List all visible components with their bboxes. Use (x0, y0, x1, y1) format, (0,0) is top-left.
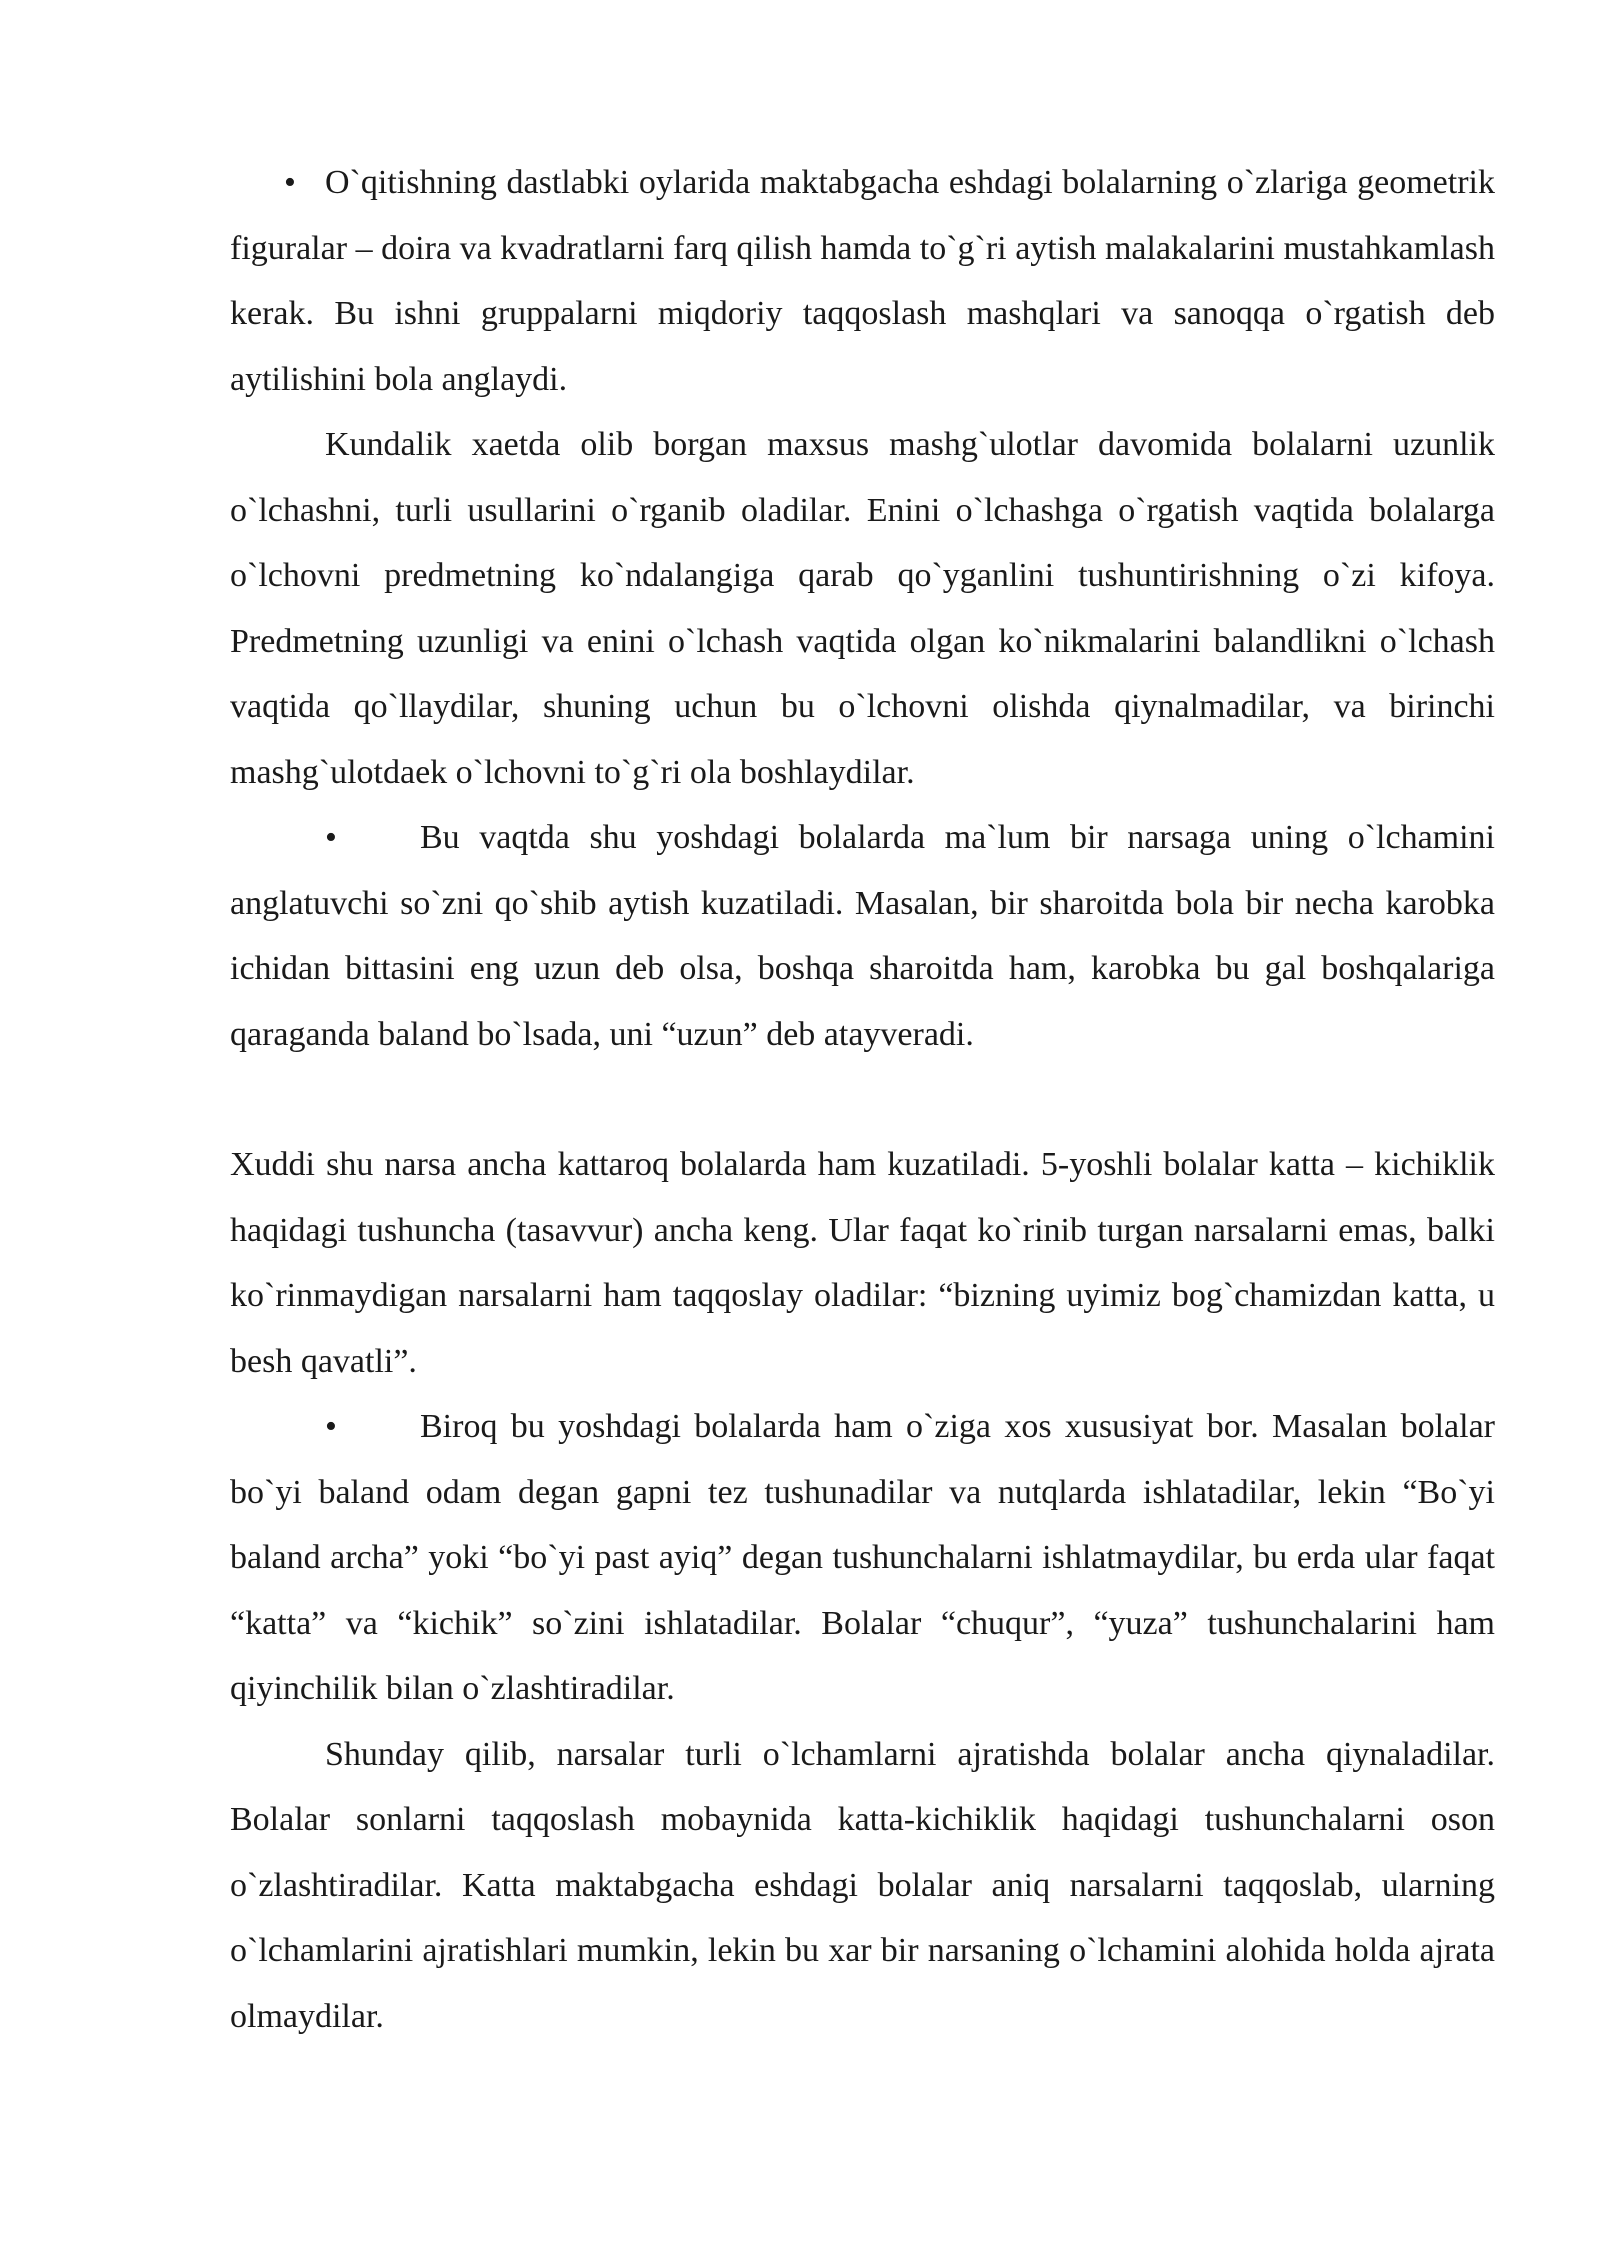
bullet-icon: • (284, 164, 296, 201)
paragraph-1-text: O`qitishning dastlabki oylarida maktabgacha eshdagi bolalarning o`zlariga geometrik figuralar – doira va kvadratlarni farq qilish hamda to`g`ri aytish malakalarini mustahkamlash kerak. Bu ishni gruppalarni miqdoriy taqqoslash mashqlari va sanoqqa o`rgatish deb aytilishini bola anglaydi. (230, 164, 1495, 398)
paragraph-2: Kundalik xaetda olib borgan maxsus mashg`ulotlar davomida bolalarni uzunlik o`lchashni, turli usullarini o`rganib oladilar. Enini o`lchashga o`rgatish vaqtida bolalarga o`lchovni predmetning ko`ndalangiga qarab qo`yganlini tushuntirishning o`zi kifoya. Predmetning uzunligi va enini o`lchash vaqtida olgan ko`nikmalarini balandlikni o`lchash vaqtida qo`llaydilar, shuning uchun bu o`lchovni olishda qiynalmadilar, va birinchi mashg`ulotdaek o`lchovni to`g`ri ola boshlaydilar. (230, 426, 1495, 791)
paragraph-3-text: Bu vaqtda shu yoshdagi bolalarda ma`lum bir narsaga uning o`lchamini anglatuvchi so`zni qo`shib aytish kuzatiladi. Masalan, bir sharoitda bola bir necha karobka ichidan bittasini eng uzun deb olsa, boshqa sharoitda ham, karobka bu gal boshqalariga qaraganda baland bo`lsada, uni “uzun” deb atayveradi. (230, 819, 1495, 1053)
paragraph-1 (230, 150, 1495, 412)
bullet-icon: • (325, 1408, 337, 1445)
paragraph-4: Xuddi shu narsa ancha kattaroq bolalarda ham kuzatiladi. 5-yoshli bolalar katta – kichiklik haqidagi tushuncha (tasavvur) ancha keng. Ular faqat ko`rinib turgan narsalarni emas, balki ko`rinmaydigan narsalarni ham taqqoslay oladilar: “bizning uyimiz bog`chamizdan katta, u besh qavatli”. (230, 1146, 1495, 1380)
paragraph-3 (230, 805, 1495, 1067)
paragraph-5 (230, 1394, 1495, 1722)
paragraph-5-text: Biroq bu yoshdagi bolalarda ham o`ziga xos xususiyat bor. Masalan bolalar bo`yi baland odam degan gapni tez tushunadilar va nutqlarda ishlatadilar, lekin “Bo`yi baland archa” yoki “bo`yi past ayiq” degan tushunchalarni ishlatmaydilar, bu erda ular faqat “katta” va “kichik” so`zini ishlatadilar. Bolalar “chuqur”, “yuza” tushunchalarini ham qiyinchilik bilan o`zlashtiradilar. (230, 1408, 1495, 1707)
bullet-icon: • (325, 819, 337, 856)
paragraph-spacer (230, 1067, 1495, 1132)
paragraph-6: Shunday qilib, narsalar turli o`lchamlarni ajratishda bolalar ancha qiynaladilar. Bolalar sonlarni taqqoslash mobaynida katta-kichiklik haqidagi tushunchalarni oson o`zlashtiradilar. Katta maktabgacha eshdagi bolalar aniq narsalarni taqqoslab, ularning o`lchamlarini ajratishlari mumkin, lekin bu xar bir narsaning o`lchamini alohida holda ajrata olmaydilar. (230, 1735, 1495, 2035)
document-page (230, 150, 1495, 2049)
